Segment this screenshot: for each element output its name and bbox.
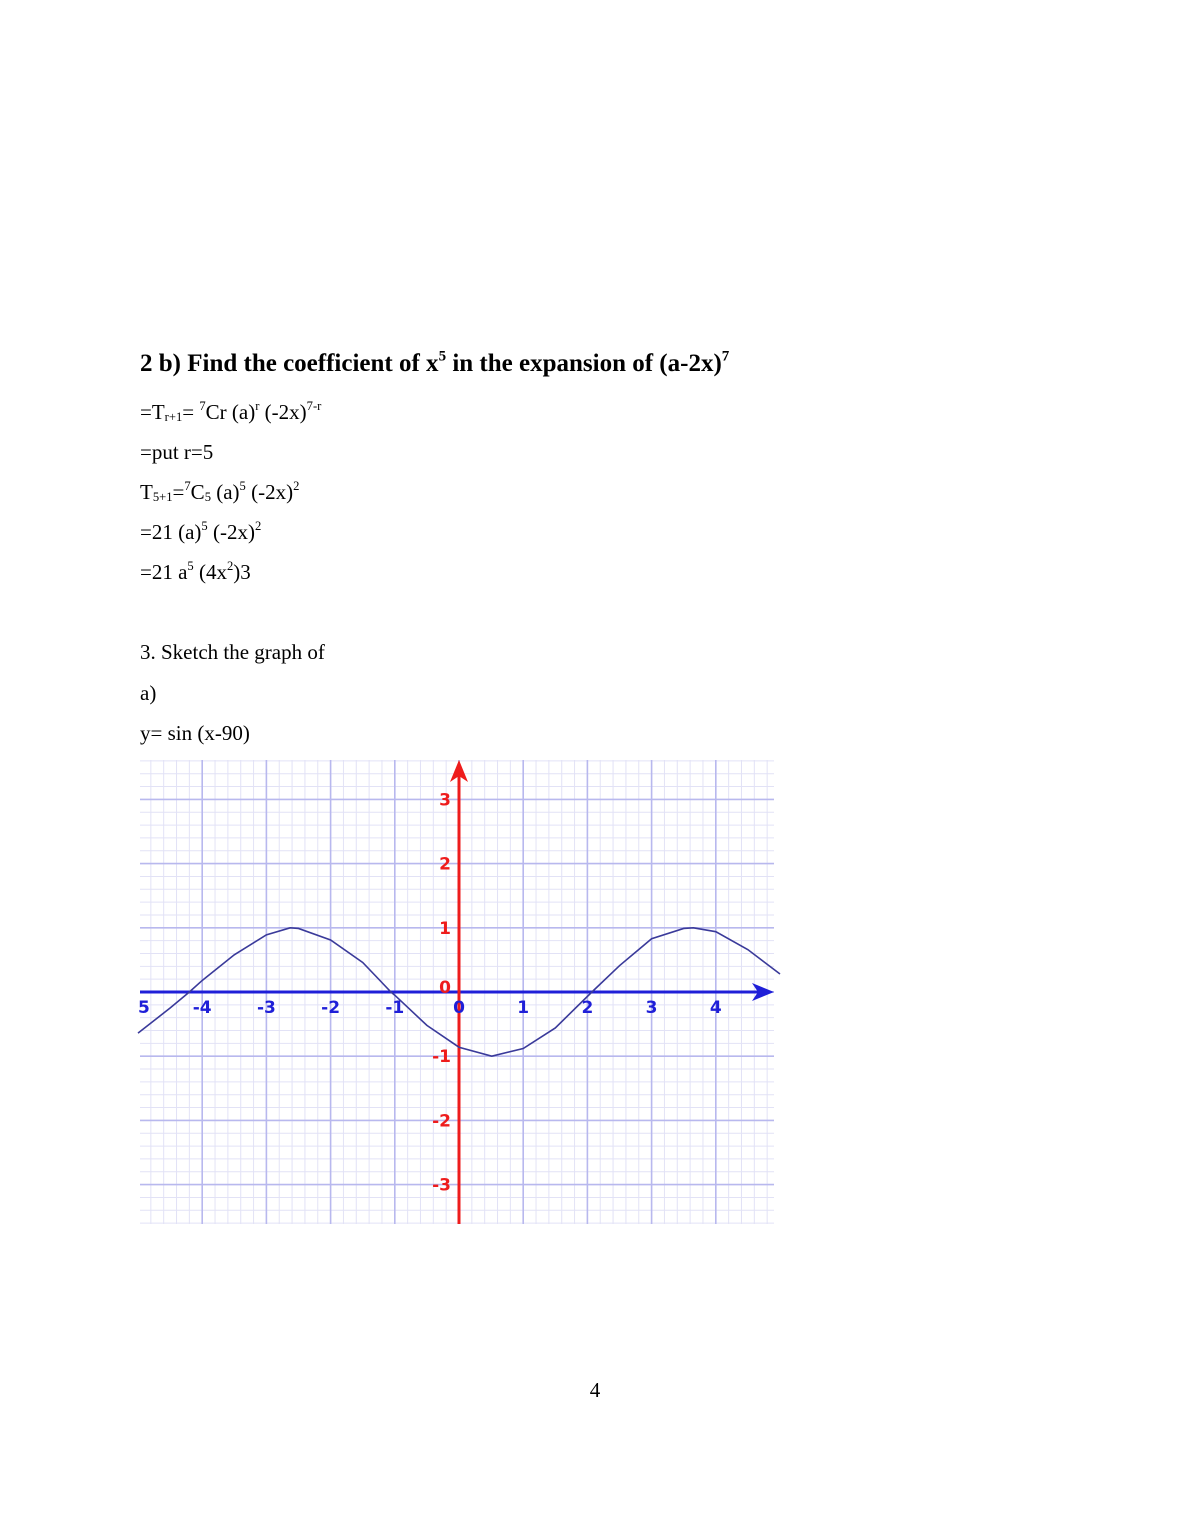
step-evaluate-coefficient: =21 $(a)^5$ $(-2x)^2$ — [140, 519, 262, 544]
step-substitution: $T_{5+1}=^7C_5$ $(a)^5$ $(-2x)^2$ — [140, 479, 300, 504]
y-tick-label: 0 — [439, 978, 451, 998]
x-tick-label: -4 — [192, 998, 212, 1018]
y-tick-label: -1 — [432, 1047, 451, 1068]
question-3-equation: y= sin (x-90) — [140, 721, 250, 745]
x-tick-label: 0 — [453, 998, 465, 1018]
question-3-part-label: a) — [140, 681, 157, 705]
heading-exponent-1: 5 — [438, 348, 447, 365]
heading-text-1: 2 b) Find the coefficient of x — [140, 350, 439, 377]
x-tick-label: -1 — [385, 998, 405, 1018]
y-tick-label: 3 — [439, 790, 451, 811]
step-put-r: =put r=5 — [140, 440, 214, 464]
question-3-title: 3. Sketch the graph of — [140, 640, 325, 664]
x-tick-label: 2 — [581, 998, 594, 1018]
y-tick-label: -3 — [432, 1175, 451, 1196]
y-tick-label: -2 — [432, 1111, 451, 1132]
y-tick-label: 2 — [439, 854, 451, 875]
page-number: 4 — [589, 1378, 601, 1402]
question-2b-heading — [140, 350, 729, 378]
x-tick-label: 5 — [138, 998, 150, 1018]
x-tick-label: 1 — [517, 998, 530, 1018]
step-result: =21 $a^5$ $(4x^2)3$ — [140, 559, 251, 584]
step-general-term: $=T_{r+1}= ^7Cr$ $(a)^r$ $(-2x)^{7-r}$ — [140, 399, 322, 424]
heading-text-2: in the expansion of (a-2x) — [446, 350, 722, 377]
x-tick-label: -3 — [256, 998, 276, 1018]
x-tick-label: 3 — [645, 998, 658, 1018]
axes — [140, 760, 774, 1224]
sine-graph — [140, 760, 774, 1224]
x-tick-label: 4 — [709, 998, 722, 1018]
x-tick-label: -2 — [321, 998, 341, 1018]
y-tick-label: 1 — [439, 918, 451, 939]
heading-exponent-2: 7 — [721, 348, 730, 365]
